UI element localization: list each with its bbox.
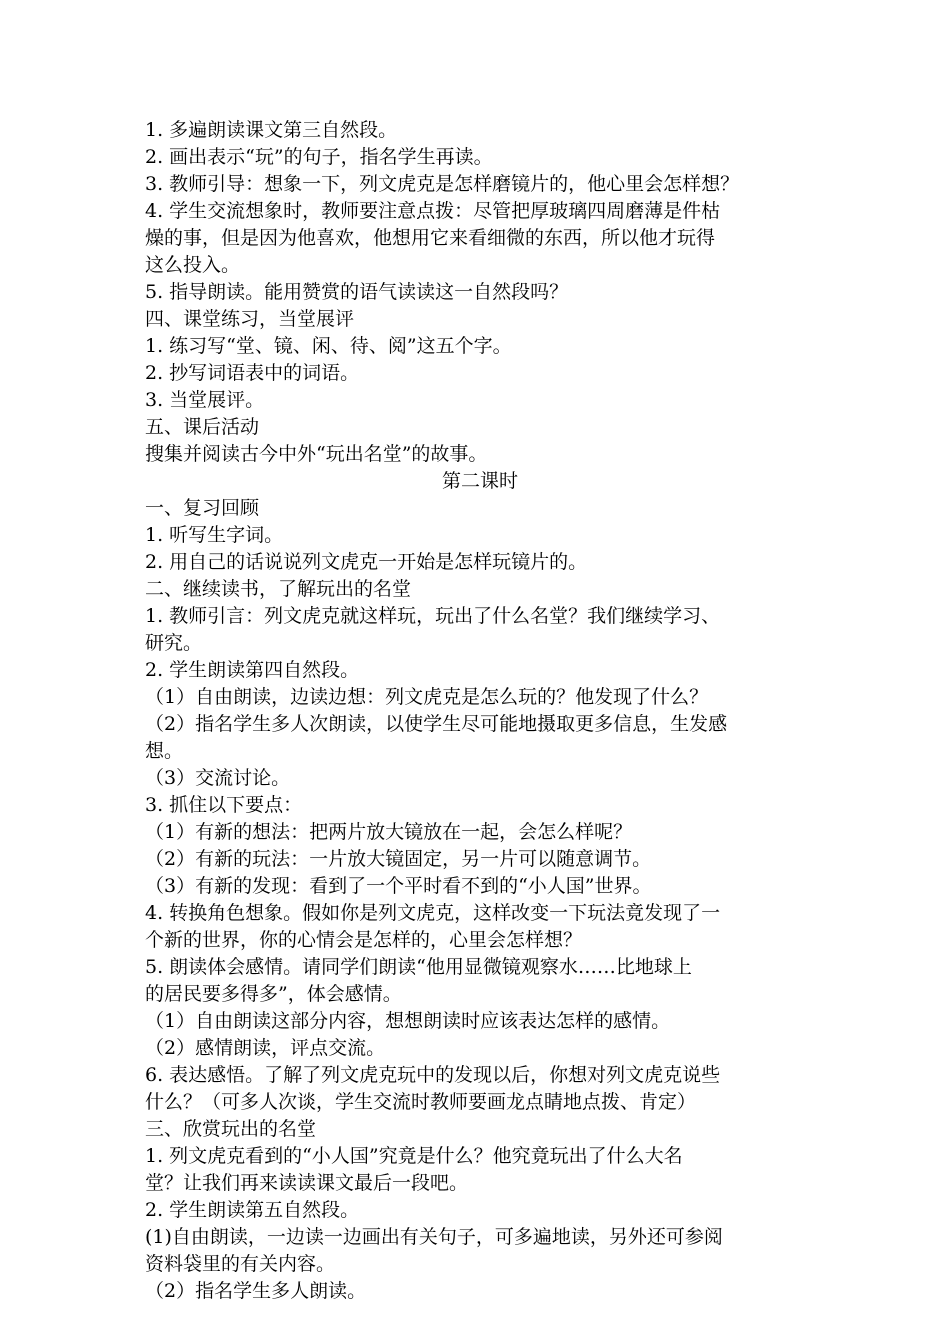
text-line: （1）有新的想法：把两片放大镜放在一起，会怎么样呢？ [145,821,633,843]
text-line: 三、欣赏玩出的名堂 [145,1118,317,1140]
text-line: (1)自由朗读，一边读一边画出有关句子，可多遍地读，另外还可参阅 [145,1226,723,1248]
text-line: 堂？让我们再来读读课文最后一段吧。 [145,1172,469,1194]
text-line: （2）感情朗读，评点交流。 [145,1037,386,1059]
text-line: 个新的世界，你的心情会是怎样的，心里会怎样想？ [145,929,583,951]
text-line: 1. 多遍朗读课文第三自然段。 [145,119,398,141]
text-line: 3. 抓住以下要点： [145,794,303,816]
text-line: （3）交流讨论。 [145,767,291,789]
text-line: 2. 抄写词语表中的词语。 [145,362,360,384]
text-line: 什么？（可多人次谈，学生交流时教师要画龙点睛地点拨、肯定） [145,1091,697,1113]
text-line: 4. 学生交流想象时，教师要注意点拨：尽管把厚玻璃四周磨薄是件枯 [145,200,721,222]
text-line: （2）有新的玩法：一片放大镜固定，另一片可以随意调节。 [145,848,652,870]
text-line: 1. 听写生字词。 [145,524,284,546]
text-line: （1）自由朗读，边读边想：列文虎克是怎么玩的？他发现了什么？ [145,686,709,708]
text-line: 资料袋里的有关内容。 [145,1253,336,1275]
text-line: 5. 指导朗读。能用赞赏的语气读读这一自然段吗？ [145,281,569,303]
text-line: 燥的事，但是因为他喜欢，他想用它来看细微的东西，所以他才玩得 [145,227,716,249]
text-line: 6. 表达感悟。了解了列文虎克玩中的发现以后，你想对列文虎克说些 [145,1064,721,1086]
text-line: （1）自由朗读这部分内容，想想朗读时应该表达怎样的感情。 [145,1010,671,1032]
text-line: （2）指名学生多人次朗读，以使学生尽可能地摄取更多信息，生发感 [145,713,728,735]
text-line: 研究。 [145,632,203,654]
text-line: 3. 教师引导：想象一下，列文虎克是怎样磨镜片的，他心里会怎样想？ [145,173,740,195]
text-line: 搜集并阅读古今中外“玩出名堂”的故事。 [145,443,488,465]
text-line: 4. 转换角色想象。假如你是列文虎克，这样改变一下玩法竟发现了一 [145,902,721,924]
text-line: 四、课堂练习，当堂展评 [145,308,355,330]
text-line: 3. 当堂展评。 [145,389,265,411]
text-line: 二、继续读书，了解玩出的名堂 [145,578,412,600]
text-line: 1. 练习写“堂、镜、闲、待、阅”这五个字。 [145,335,512,357]
text-line: 2. 学生朗读第四自然段。 [145,659,360,681]
text-line: 1. 列文虎克看到的“小人国”究竟是什么？他究竟玩出了什么大名 [145,1145,683,1167]
text-line: 五、课后活动 [145,416,260,438]
text-line: 2. 画出表示“玩”的句子，指名学生再读。 [145,146,493,168]
text-line: 想。 [145,740,184,762]
text-line: 一、复习回顾 [145,497,260,519]
text-line: 5. 朗读体会感情。请同学们朗读“他用显微镜观察水……比地球上 [145,956,692,978]
document-body [145,117,815,1305]
text-line: 2. 用自己的话说说列文虎克一开始是怎样玩镜片的。 [145,551,588,573]
text-line: （2）指名学生多人朗读。 [145,1280,367,1302]
text-line: 1. 教师引言：列文虎克就这样玩，玩出了什么名堂？我们继续学习、 [145,605,721,627]
text-line: 的居民要多得多”，体会感情。 [145,983,402,1005]
text-line: 这么投入。 [145,254,241,276]
text-line: 2. 学生朗读第五自然段。 [145,1199,360,1221]
text-line: （3）有新的发现：看到了一个平时看不到的“小人国”世界。 [145,875,652,897]
section-heading: 第二课时 [441,470,518,492]
